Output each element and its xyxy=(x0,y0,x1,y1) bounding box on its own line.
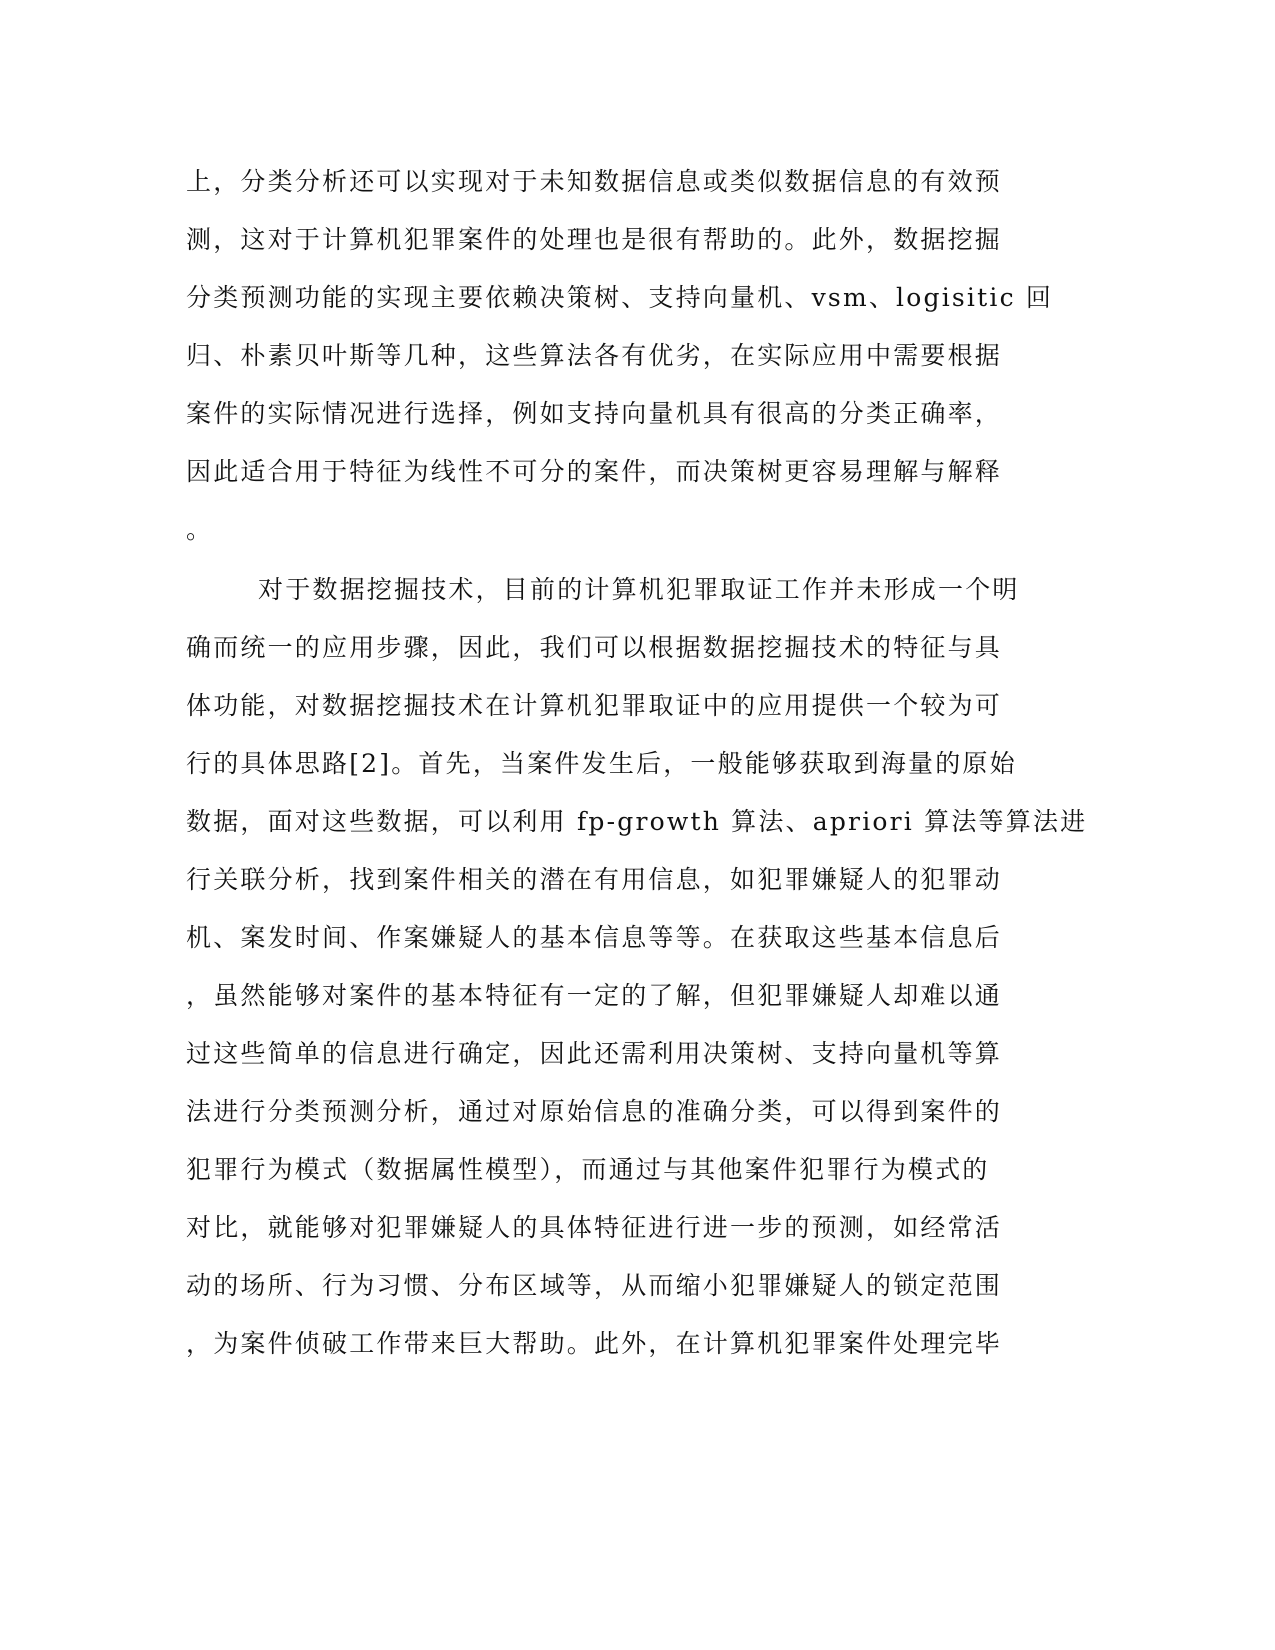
text-line: 过这些简单的信息进行确定，因此还需利用决策树、支持向量机等算 xyxy=(186,1039,1003,1068)
text-line: 。 xyxy=(186,515,214,544)
text-line: ，虽然能够对案件的基本特征有一定的了解，但犯罪嫌疑人却难以通 xyxy=(186,981,1003,1010)
text-line: ，为案件侦破工作带来巨大帮助。此外，在计算机犯罪案件处理完毕 xyxy=(186,1329,1003,1358)
text-line: 行的具体思路[2]。首先，当案件发生后，一般能够获取到海量的原始 xyxy=(186,749,1017,778)
text-line: 测，这对于计算机犯罪案件的处理也是很有帮助的。此外，数据挖掘 xyxy=(186,225,1003,254)
text-line: 体功能，对数据挖掘技术在计算机犯罪取证中的应用提供一个较为可 xyxy=(186,691,1003,720)
text-line: 确而统一的应用步骤，因此，我们可以根据数据挖掘技术的特征与具 xyxy=(186,633,1003,662)
text-line: 分类预测功能的实现主要依赖决策树、支持向量机、vsm、logisitic 回 xyxy=(186,283,1054,312)
text-line: 行关联分析，找到案件相关的潜在有用信息，如犯罪嫌疑人的犯罪动 xyxy=(186,865,1003,894)
text-line: 动的场所、行为习惯、分布区域等，从而缩小犯罪嫌疑人的锁定范围 xyxy=(186,1271,1003,1300)
text-line: 因此适合用于特征为线性不可分的案件，而决策树更容易理解与解释 xyxy=(186,457,1003,486)
text-line: 对比，就能够对犯罪嫌疑人的具体特征进行进一步的预测，如经常活 xyxy=(186,1213,1003,1242)
text-line: 案件的实际情况进行选择，例如支持向量机具有很高的分类正确率， xyxy=(186,399,1003,428)
text-line: 机、案发时间、作案嫌疑人的基本信息等等。在获取这些基本信息后 xyxy=(186,923,1003,952)
paragraph-first-line: 对于数据挖掘技术，目前的计算机犯罪取证工作并未形成一个明 xyxy=(258,575,1020,604)
text-line: 法进行分类预测分析，通过对原始信息的准确分类，可以得到案件的 xyxy=(186,1097,1003,1126)
text-line: 归、朴素贝叶斯等几种，这些算法各有优劣，在实际应用中需要根据 xyxy=(186,341,1003,370)
text-line: 数据，面对这些数据，可以利用 fp-growth 算法、apriori 算法等算法进 xyxy=(186,807,1088,836)
text-line: 犯罪行为模式（数据属性模型），而通过与其他案件犯罪行为模式的 xyxy=(186,1155,990,1184)
text-line: 上，分类分析还可以实现对于未知数据信息或类似数据信息的有效预 xyxy=(186,167,1003,196)
